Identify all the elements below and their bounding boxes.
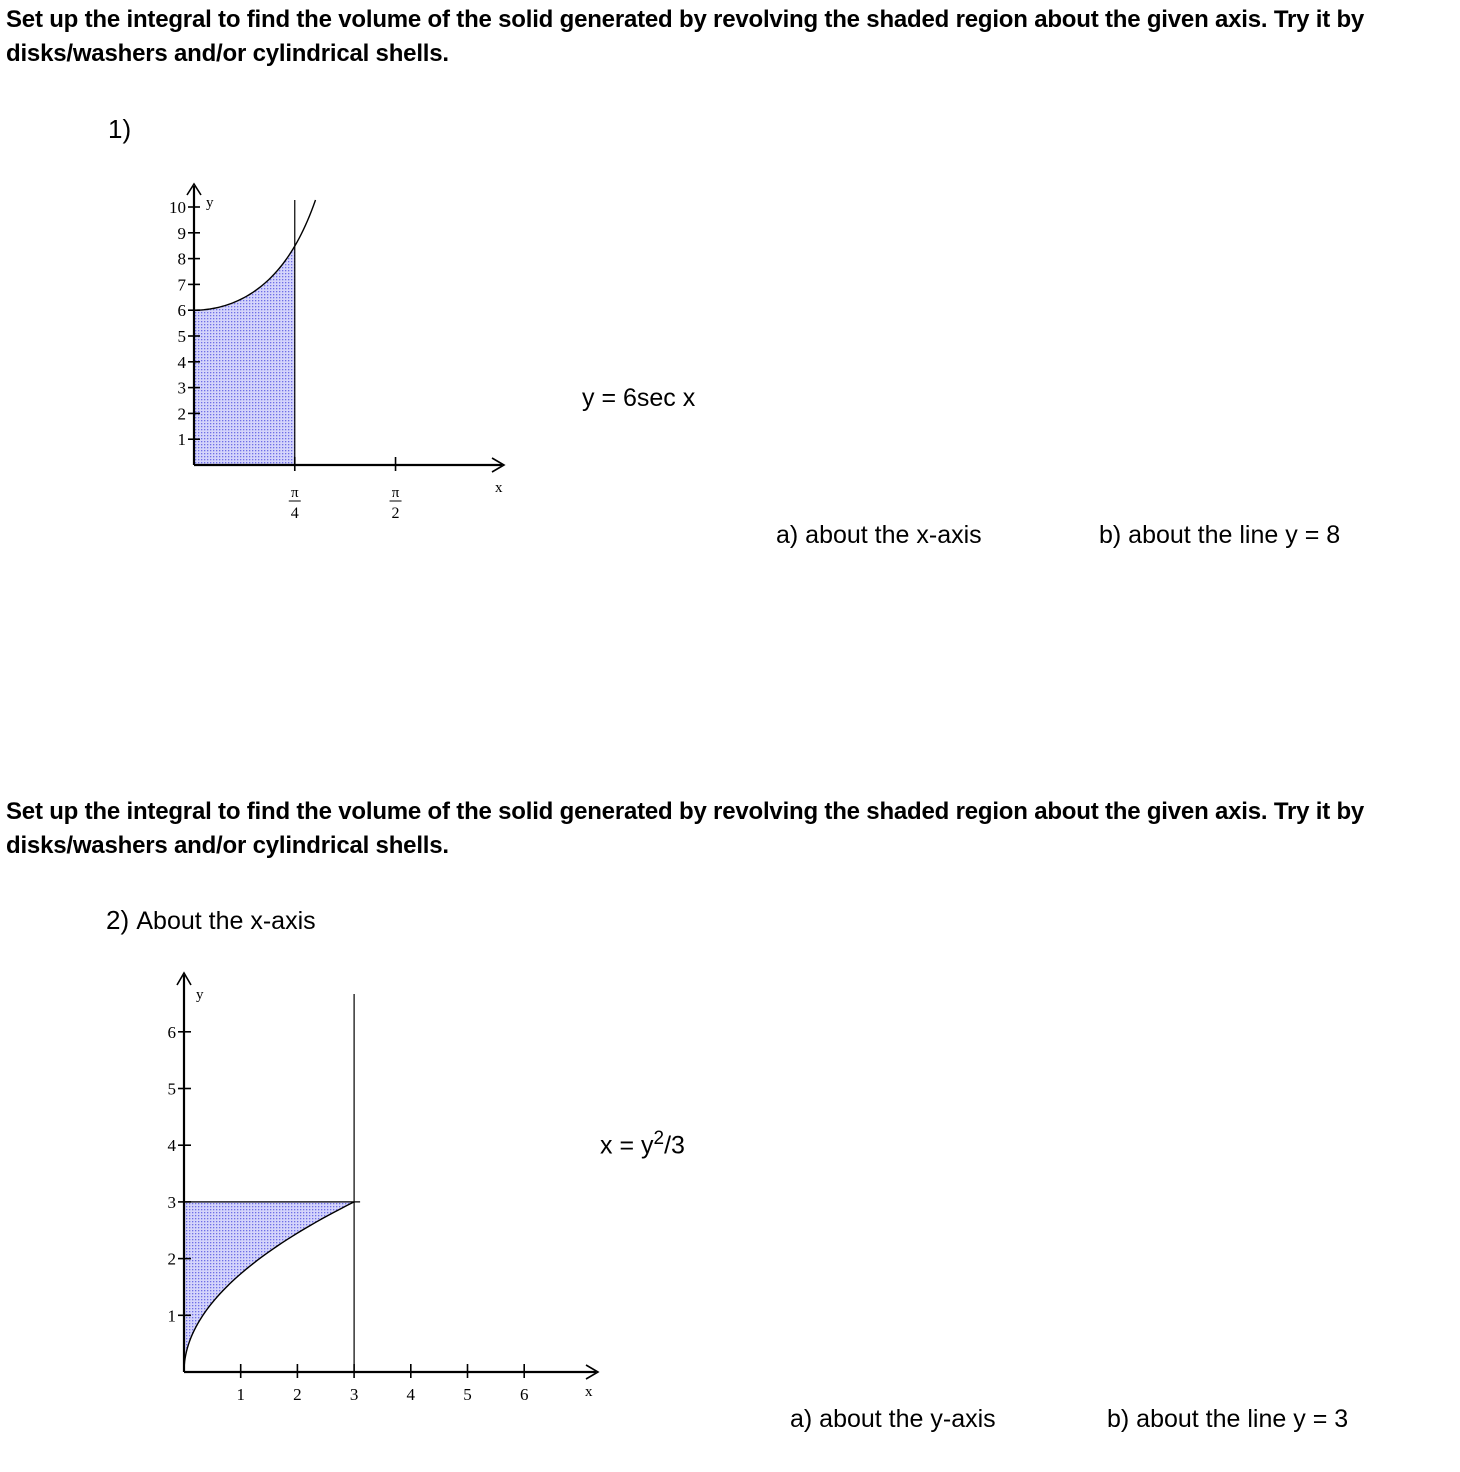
y-tick-label: 4 bbox=[177, 352, 186, 372]
instructions-1: Set up the integral to find the volume of the solid generated by revolving the shaded region about the given axis. Try it by disks/washers and/or cylindrical shells. bbox=[6, 6, 1365, 67]
x-tick-label: 5 bbox=[463, 1385, 472, 1404]
y-tick-label: 3 bbox=[167, 1192, 176, 1212]
y-tick-label: 4 bbox=[167, 1136, 176, 1156]
part-b-1: b) about the line y = 8 bbox=[1099, 521, 1341, 549]
x-axis-label: x bbox=[585, 1384, 593, 1400]
x-axis-label: x bbox=[495, 480, 503, 496]
y-tick-label: 1 bbox=[167, 1306, 176, 1326]
problem-number-1: 1) bbox=[108, 114, 132, 144]
y-tick-label: 2 bbox=[177, 404, 186, 424]
part-a-1: a) about the x-axis bbox=[776, 521, 982, 549]
x-tick-label-numerator: π bbox=[290, 485, 299, 501]
y-tick-label: 5 bbox=[177, 327, 186, 346]
x-tick-label: 3 bbox=[349, 1385, 359, 1404]
equation-2-exponent: 2 bbox=[653, 1128, 665, 1149]
x-tick-label: 1 bbox=[236, 1385, 245, 1404]
x-tick-label: 2 bbox=[293, 1385, 302, 1404]
x-tick-label-denominator: 2 bbox=[391, 505, 400, 522]
y-axis-label: y bbox=[196, 987, 204, 1003]
y-tick-label: 8 bbox=[177, 249, 186, 269]
equation-2 bbox=[600, 1128, 685, 1160]
equation-2-tail: /3 bbox=[664, 1131, 685, 1160]
x-tick-label-denominator: 4 bbox=[290, 505, 299, 522]
equation-2-base: x = y bbox=[600, 1131, 654, 1160]
y-tick-label: 2 bbox=[167, 1249, 176, 1269]
y-tick-label: 10 bbox=[169, 198, 186, 217]
y-tick-label: 3 bbox=[177, 378, 186, 398]
shaded-region bbox=[184, 1202, 354, 1372]
y-tick-label: 6 bbox=[167, 1022, 176, 1042]
x-tick-label: 4 bbox=[406, 1385, 416, 1404]
part-a-2: a) about the y-axis bbox=[790, 1405, 996, 1433]
x-tick-label-numerator: π bbox=[391, 485, 400, 501]
y-tick-label: 9 bbox=[177, 223, 186, 243]
problem-number-2-text: 2) bbox=[106, 905, 130, 935]
part-b-2: b) about the line y = 3 bbox=[1107, 1405, 1349, 1433]
y-tick-label: 7 bbox=[177, 275, 186, 295]
equation-1: y = 6sec x bbox=[582, 384, 696, 412]
instructions-2: Set up the integral to find the volume of the solid generated by revolving the shaded region about the given axis. Try it by disks/washers and/or cylindrical shells. bbox=[6, 798, 1365, 859]
y-tick-label: 1 bbox=[177, 430, 186, 450]
x-tick-label: 6 bbox=[519, 1385, 529, 1404]
y-axis-label: y bbox=[206, 195, 214, 211]
y-tick-label: 6 bbox=[177, 301, 186, 321]
problem-subtitle-2: About the x-axis bbox=[136, 907, 316, 935]
y-tick-label: 5 bbox=[167, 1079, 176, 1099]
